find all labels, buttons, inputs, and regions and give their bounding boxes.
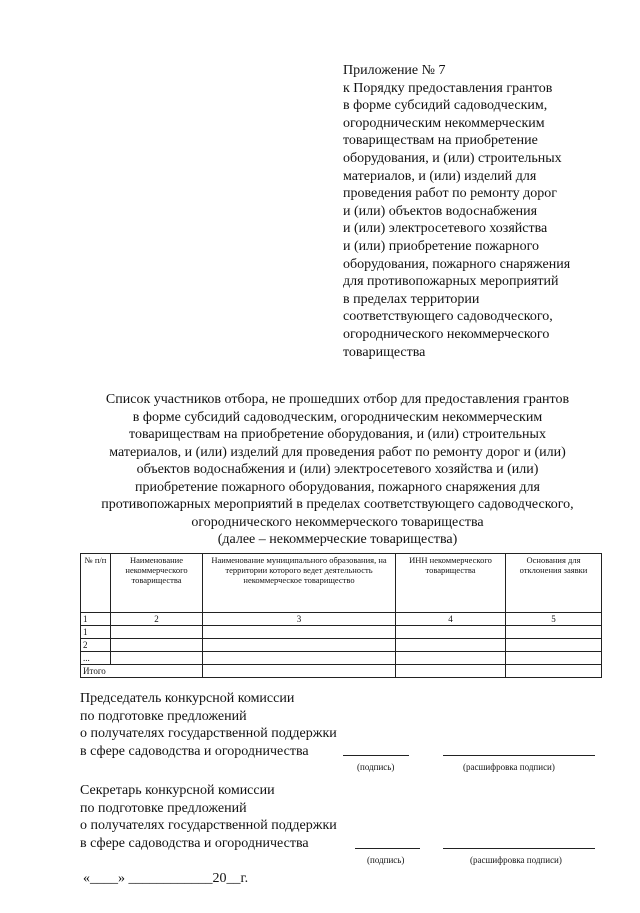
signature-caption: (подпись) <box>367 855 405 865</box>
table-cell <box>506 639 602 652</box>
header-cell: Основания для отклонения заявки <box>506 554 602 613</box>
appendix-header <box>343 62 628 361</box>
appendix-line: к Порядку предоставления грантов <box>343 80 553 96</box>
appendix-line: материалов, и (или) изделий для <box>343 168 537 184</box>
decode-caption: (расшифровка подписи) <box>463 762 555 772</box>
title-line: объектов водоснабжения и (или) электросетевого хозяйства и (или) <box>136 462 539 477</box>
table-cell <box>203 665 396 678</box>
table-total-row <box>81 665 602 678</box>
table-number-row <box>81 613 602 626</box>
appendix-line: товарищества <box>343 344 426 360</box>
secretary-signature-line <box>355 848 420 849</box>
title-line: товариществам на приобретение оборудования, и (или) строительных <box>129 427 546 442</box>
appendix-line: в пределах территории <box>343 291 480 307</box>
chairman-line: по подготовке предложений <box>80 708 247 724</box>
row-number-cell: 2 <box>81 639 111 652</box>
row-number-cell: ... <box>81 652 111 665</box>
title-line: Список участников отбора, не прошедших отбор для предоставления грантов <box>105 392 570 407</box>
number-cell: 3 <box>203 613 396 626</box>
header-cell: Наименование муниципального образования, на территории которого ведет деятельность некоммерческое товарищество <box>203 554 396 613</box>
chairman-line: Председатель конкурсной комиссии <box>80 691 295 706</box>
chairman-signature-line <box>343 755 409 756</box>
table-cell <box>111 626 203 639</box>
title-line: огороднического некоммерческого товарищества <box>191 514 484 530</box>
title-line: (далее – некоммерческие товарищества) <box>217 532 458 547</box>
title-line: приобретение пожарного оборудования, пожарного снаряжения для <box>135 479 540 495</box>
secretary-line: в сфере садоводства и огородничества <box>80 835 309 851</box>
appendix-line: Приложение № 7 <box>343 63 446 78</box>
table-cell <box>396 626 506 639</box>
signature-caption: (подпись) <box>357 762 395 772</box>
decode-caption: (расшифровка подписи) <box>470 855 562 865</box>
appendix-line: и (или) объектов водоснабжения <box>343 203 538 219</box>
table-row <box>81 626 602 639</box>
title-line: материалов, и (или) изделий для проведения работ по ремонту дорог и (или) <box>109 444 566 460</box>
secretary-line: по подготовке предложений <box>80 800 247 816</box>
number-cell: 1 <box>81 613 111 626</box>
table-cell <box>396 639 506 652</box>
header-cell: № п/п <box>81 554 111 613</box>
appendix-line: и (или) приобретение пожарного <box>343 238 540 254</box>
table-cell <box>203 626 396 639</box>
header-cell: ИНН некоммерческого товарищества <box>396 554 506 613</box>
appendix-line: товариществам на приобретение <box>343 133 538 149</box>
table-cell <box>506 626 602 639</box>
table-cell <box>396 665 506 678</box>
appendix-line: огородническим некоммерческим <box>343 115 545 131</box>
table-cell <box>396 652 506 665</box>
table-cell <box>111 652 203 665</box>
secretary-line: Секретарь конкурсной комиссии <box>80 783 275 798</box>
chairman-decode-line <box>443 755 595 756</box>
appendix-line: соответствующего садоводческого, <box>343 309 553 325</box>
chairman-block <box>80 690 620 760</box>
appendix-line: огороднического некоммерческого <box>343 326 550 342</box>
row-number-cell: 1 <box>81 626 111 639</box>
appendix-line: для противопожарных мероприятий <box>343 274 559 290</box>
secretary-decode-line <box>443 848 595 849</box>
date-line: «____» ____________20__г. <box>83 871 249 886</box>
title-line: противопожарных мероприятий в пределах соответствующего садоводческого, <box>101 497 574 512</box>
table-cell <box>506 665 602 678</box>
document-title <box>60 391 615 549</box>
appendix-line: и (или) электросетевого хозяйства <box>343 221 548 237</box>
appendix-line: в форме субсидий садоводческим, <box>343 98 548 114</box>
table-header-row <box>81 554 602 613</box>
number-cell: 4 <box>396 613 506 626</box>
table-cell <box>111 639 203 652</box>
header-cell: Наименование некоммерческого товарищества <box>111 554 203 613</box>
secretary-block <box>80 782 620 852</box>
chairman-line: в сфере садоводства и огородничества <box>80 743 309 759</box>
total-label: Итого <box>81 665 203 678</box>
table-cell <box>506 652 602 665</box>
table-cell <box>203 652 396 665</box>
participants-table <box>80 553 602 678</box>
number-cell: 2 <box>111 613 203 626</box>
secretary-line: о получателях государственной поддержки <box>80 818 337 833</box>
appendix-line: оборудования, и (или) строительных <box>343 150 562 166</box>
chairman-line: о получателях государственной поддержки <box>80 726 337 741</box>
table-cell <box>203 639 396 652</box>
table-row <box>81 652 602 665</box>
title-line: в форме субсидий садоводческим, огородническим некоммерческим <box>132 409 543 425</box>
table-row <box>81 639 602 652</box>
appendix-line: проведения работ по ремонту дорог <box>343 186 557 202</box>
appendix-line: оборудования, пожарного снаряжения <box>343 256 571 272</box>
number-cell: 5 <box>506 613 602 626</box>
